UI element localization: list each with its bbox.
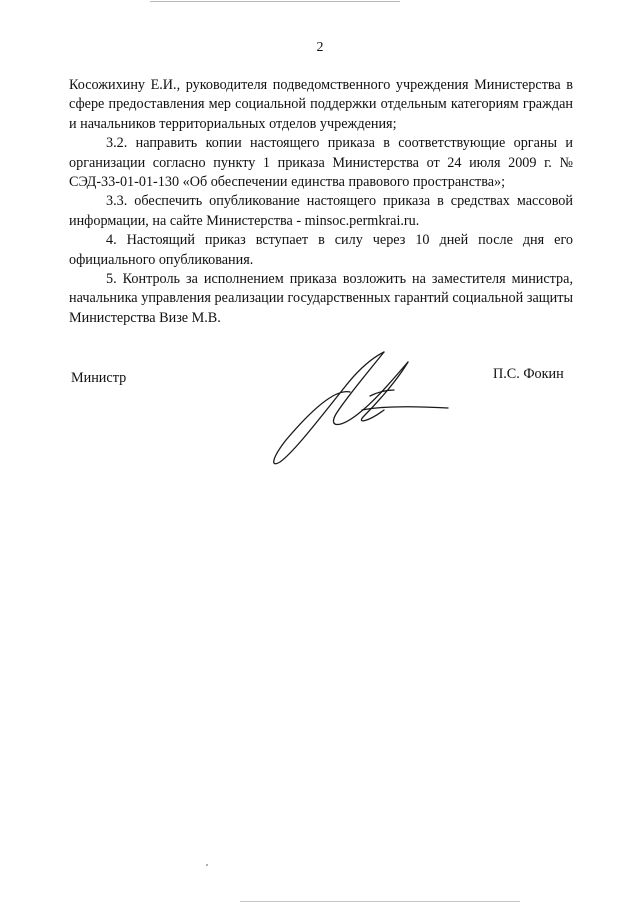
document-body [69, 76, 573, 328]
signoff-name: П.С. Фокин [493, 366, 564, 382]
scan-speck [206, 864, 208, 866]
top-scan-rule [150, 1, 400, 2]
bottom-scan-rule [240, 901, 520, 902]
paragraph-item-4: 4. Настоящий приказ вступает в силу через 10 дней после дня его официального опубликования. [69, 232, 573, 268]
signoff-title: Министр [71, 370, 127, 386]
handwritten-signature [262, 348, 462, 468]
paragraph-continuation: Косожихину Е.И., руководителя подведомственного учреждения Министерства в сфере предоставления мер социальной поддержки отдельным категориям граждан и начальников территориальных отделов учреждения; [69, 77, 573, 132]
paragraph-item-3-2: 3.2. направить копии настоящего приказа в соответствующие органы и организации согласно пункту 1 приказа Министерства от 24 июля 2009 г. № СЭД-33-01-01-130 «Об обеспечении единства правового пространства»; [69, 135, 573, 191]
page-number: 2 [316, 40, 324, 55]
paragraph-item-3-3: 3.3. обеспечить опубликование настоящего приказа в средствах массовой информации, на сайте Министерства - minsoc.permkrai.ru. [69, 193, 573, 229]
paragraph-item-5: 5. Контроль за исполнением приказа возложить на заместителя министра, начальника управления реализации государственных гарантий социальной защиты Министерства Визе М.В. [69, 271, 573, 326]
